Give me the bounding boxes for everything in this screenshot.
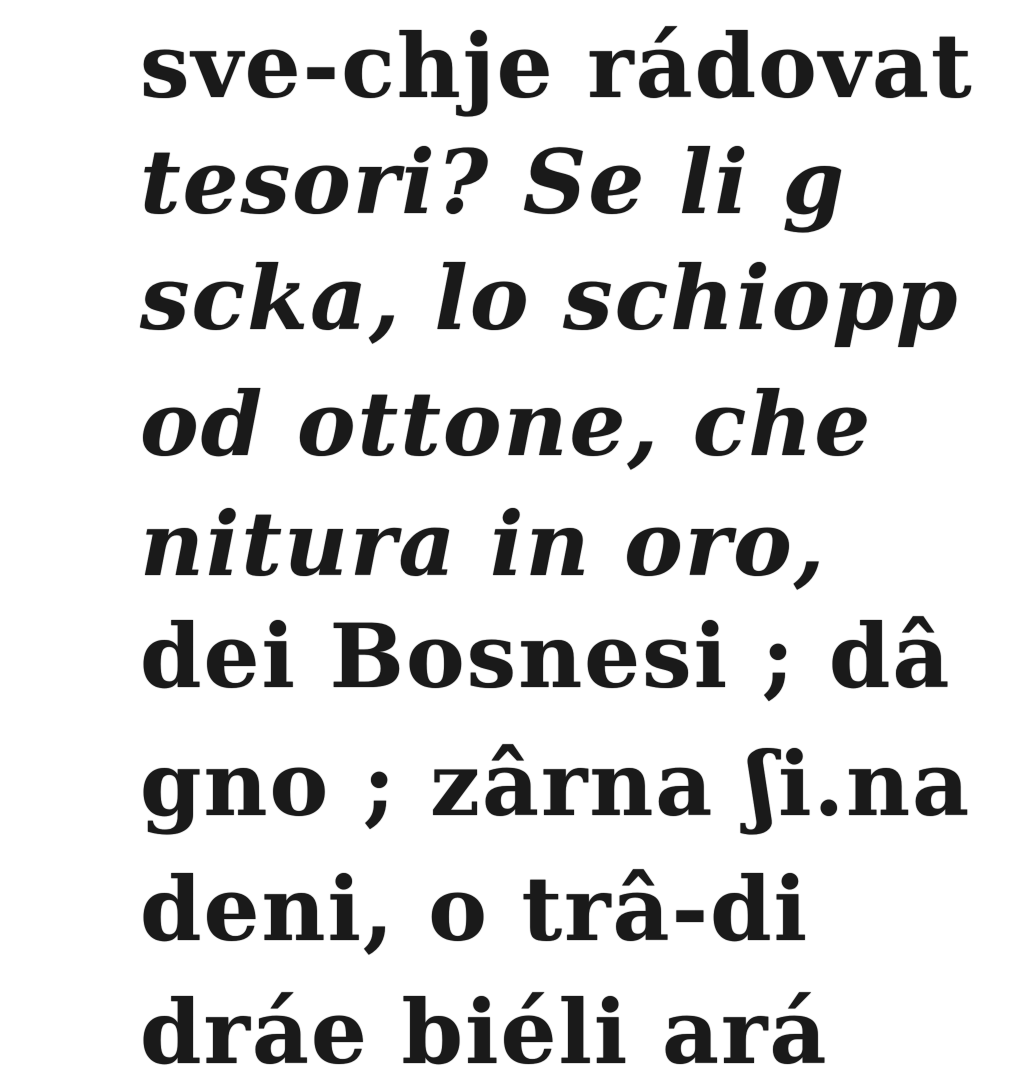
text-line-4: od ottone, che [140, 372, 873, 476]
text-line-2: tesori? Se li g [140, 130, 847, 234]
text-line-8: deni, o trâ-di [140, 857, 810, 961]
text-line-6: dei Bosnesi ; dâ [140, 604, 952, 708]
text-line-7: gno ; zârna ʃi.na [140, 732, 972, 836]
text-line-1: sve-chje rádovat [140, 14, 974, 118]
text-line-5: nitura in oro, [140, 492, 827, 596]
text-block [140, 0, 1024, 1084]
text-line-3: scka, lo schiopp [140, 246, 960, 350]
text-line-9: dráe biéli ará [140, 980, 829, 1084]
